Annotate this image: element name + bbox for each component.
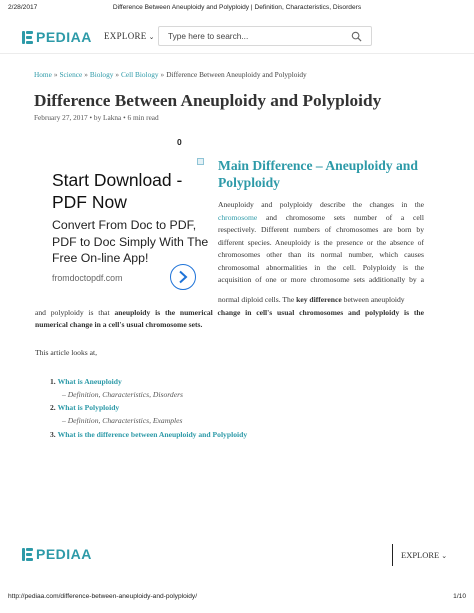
chevron-down-icon: ⌄ bbox=[148, 33, 155, 41]
author-prefix: by bbox=[93, 113, 102, 122]
ad-domain[interactable]: fromdoctopdf.com bbox=[52, 273, 123, 283]
toc-subtitle: – Definition, Characteristics, Disorders bbox=[62, 390, 184, 399]
toc-intro: This article looks at, bbox=[35, 348, 97, 357]
sticky-footer-bar bbox=[0, 538, 474, 570]
article-date: February 27, 2017 bbox=[34, 113, 88, 122]
chevron-right-icon bbox=[177, 270, 189, 284]
section-heading: Main Difference – Aneuploidy and Polyploidy bbox=[218, 158, 418, 190]
toc-item bbox=[50, 430, 247, 439]
site-header bbox=[0, 22, 474, 52]
paragraph-text: and chromosome sets number of a cell bbox=[266, 212, 424, 222]
ad-headline[interactable]: Start Download - PDF Now bbox=[52, 170, 183, 212]
toc-link-aneuploidy[interactable]: What is Aneuploidy bbox=[57, 377, 122, 386]
print-page-number: 1/10 bbox=[453, 593, 466, 600]
breadcrumb-separator: » bbox=[84, 70, 88, 79]
breadcrumb-cell-biology[interactable]: Cell Biology bbox=[121, 70, 159, 79]
share-count: 0 bbox=[177, 137, 182, 147]
breadcrumb bbox=[34, 70, 307, 79]
paragraph-text: and polyploidy is that bbox=[35, 307, 110, 317]
key-difference-statement: aneuploidy is the numerical change in cell's usual chromosomes and polyploidy is the bbox=[114, 307, 424, 317]
print-header bbox=[0, 4, 474, 16]
ad-go-button[interactable] bbox=[170, 264, 196, 290]
footer-logo-text: PEDIAA bbox=[36, 546, 92, 562]
toc-link-difference[interactable]: What is the difference between Aneuploidy and Polyploidy bbox=[57, 430, 248, 439]
explore-menu[interactable] bbox=[104, 31, 155, 41]
paragraph-text: normal diploid cells. The bbox=[218, 295, 295, 304]
print-url: http://pediaa.com/difference-between-aneuploidy-and-polyploidy/ bbox=[8, 593, 198, 600]
chevron-down-icon: ⌄ bbox=[441, 552, 448, 560]
chromosome-link[interactable]: chromosome bbox=[218, 212, 258, 222]
paragraph-line bbox=[218, 212, 424, 225]
paragraph-line: acquisition of one or more chromosome sets additionally by a bbox=[218, 275, 424, 284]
paragraph-text: between aneuploidy bbox=[343, 295, 405, 304]
explore-label: EXPLORE bbox=[104, 31, 147, 41]
logo-mark-icon bbox=[22, 31, 33, 44]
key-difference-bold: key difference bbox=[296, 295, 342, 304]
print-footer bbox=[0, 593, 474, 605]
paragraph-line: Aneuploidy and polyploidy describe the changes in the bbox=[218, 200, 424, 209]
ad-body: Convert From Doc to PDF, PDF to Doc Simply With The Free On-line App! bbox=[52, 218, 209, 265]
page-title: Difference Between Aneuploidy and Polyploidy bbox=[34, 91, 382, 110]
key-difference-paragraph bbox=[35, 294, 424, 332]
paragraph-line bbox=[35, 319, 424, 332]
breadcrumb-home[interactable]: Home bbox=[34, 70, 52, 79]
breadcrumb-separator: » bbox=[115, 70, 120, 79]
paragraph-line: chromosomal abnormalities in the cell. Polyploidy is the bbox=[218, 262, 424, 272]
print-date: 2/28/2017 bbox=[8, 4, 38, 11]
logo-mark-icon bbox=[22, 548, 33, 561]
ad-choices-icon[interactable] bbox=[197, 158, 204, 165]
toc-subtitle: – Definition, Characteristics, Examples bbox=[62, 416, 183, 425]
toc-number: 2. bbox=[50, 403, 56, 412]
breadcrumb-current: Difference Between Aneuploidy and Polyploidy bbox=[166, 70, 307, 79]
read-time: 6 min read bbox=[127, 113, 159, 122]
breadcrumb-separator: » bbox=[53, 70, 58, 79]
paragraph-line bbox=[35, 294, 424, 307]
breadcrumb-biology[interactable]: Biology bbox=[89, 70, 114, 79]
print-page-title: Difference Between Aneuploidy and Polyploidy | Definition, Characteristics, Disorders bbox=[112, 4, 362, 11]
search-icon[interactable] bbox=[351, 31, 362, 42]
search-input[interactable] bbox=[158, 26, 372, 46]
paragraph-line: different species. Aneuploidy is the presence or the absence of bbox=[218, 237, 424, 247]
footer-logo[interactable] bbox=[22, 546, 92, 562]
paragraph-line: respectively. Different numbers of chromosomes are born by bbox=[218, 225, 424, 234]
site-logo[interactable] bbox=[22, 29, 92, 45]
header-divider bbox=[0, 53, 474, 54]
logo-text: PEDIAA bbox=[36, 29, 92, 45]
article-author[interactable]: Lakna bbox=[103, 113, 122, 122]
toc-number: 3. bbox=[50, 430, 56, 439]
breadcrumb-separator: » bbox=[160, 70, 165, 79]
toc-item bbox=[50, 403, 119, 412]
footer-explore-menu[interactable] bbox=[392, 544, 448, 566]
breadcrumb-science[interactable]: Science bbox=[59, 70, 83, 79]
toc-number: 1. bbox=[50, 377, 56, 386]
intro-paragraph bbox=[218, 199, 424, 287]
paragraph-line: chromosomes other than its normal number, which causes bbox=[218, 250, 424, 259]
article-meta: February 27, 2017 • by Lakna • 6 min read bbox=[34, 113, 159, 122]
toc-item bbox=[50, 377, 122, 386]
key-difference-statement: numerical change in a cell's usual chromosome sets. bbox=[35, 320, 203, 329]
paragraph-line bbox=[35, 307, 424, 320]
advertisement[interactable] bbox=[34, 157, 212, 307]
footer-explore-label: EXPLORE bbox=[401, 550, 440, 560]
toc-link-polyploidy[interactable]: What is Polyploidy bbox=[57, 403, 120, 412]
search-placeholder: Type here to search... bbox=[168, 31, 249, 41]
